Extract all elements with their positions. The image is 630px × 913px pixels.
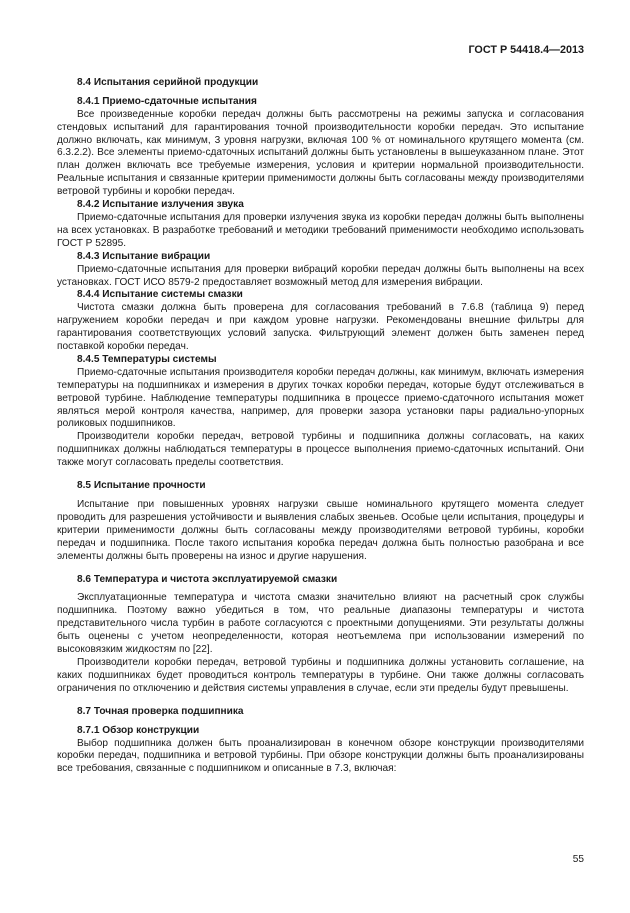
paragraph: Производители коробки передач, ветровой турбины и подшипника должны установить соглашение, на каких подшипниках будет проводиться контроль температуры в турбине. Они также должны согласовать ограничения по отключению и действия системы управления в случае, если эти пределы будут превышены. — [57, 656, 584, 694]
standard-header: ГОСТ Р 54418.4—2013 — [468, 44, 584, 56]
paragraph: Эксплуатационные температура и чистота смазки значительно влияют на расчетный срок службы подшипника. Поэтому важно убедиться в том, что реальные диапазоны температуры и чистота представительного числа турбин в работе согласуются с проектными допущениями. Эти результаты должны быть оценены с учетом неопределенности, которая неотъемлема при использовании измерений по высоковязким жидкостям по [22]. — [57, 592, 584, 656]
subsection-8-4-2-title: 8.4.2 Испытание излучения звука — [77, 199, 244, 211]
paragraph: Выбор подшипника должен быть проанализирован в конечном обзоре конструкции производителями коробки передач, подшипника и ветровой турбины. При обзоре конструкции должны быть проанализированы все требования, связанные с подшипником и описанные в 7.3, включая: — [57, 737, 584, 775]
paragraph: Испытание при повышенных уровнях нагрузки свыше номинального крутящего момента следует проводить для разрешения устойчивости и выявления слабых звеньев. Особые цели испытания, процедуры и критерии применимости должны быть согласованы между производителями ветровой турбины, коробки передач и подшипника. После такого испытания коробка передач должна быть полностью разобрана и все элементы должны быть проверены на износ и другие нарушения. — [57, 499, 584, 562]
paragraph: Приемо-сдаточные испытания для проверки вибраций коробки передач должны быть выполнены на всех установках. ГОСТ ИСО 8579-2 предоставляет возможный метод для измерения вибрации. — [57, 263, 584, 288]
paragraph: Чистота смазки должна быть проверена для согласования требований в 7.6.8 (таблица 9) перед нагружением коробки передач и при каждом уровне нагрузки. Рекомендованы внешние фильтры для гарантирования соответствующих условий запуска. Фильтрующий элемент должен быть заменен перед поставкой коробки передач. — [57, 302, 584, 353]
section-8-6-title: 8.6 Температура и чистота эксплуатируемой смазки — [77, 573, 338, 585]
subsection-8-4-5-title: 8.4.5 Температуры системы — [77, 353, 217, 365]
subsection-8-4-3-title: 8.4.3 Испытание вибрации — [77, 250, 211, 262]
paragraph: Все произведенные коробки передач должны быть рассмотрены на режимы запуска и согласования стендовых испытаний для гарантирования точной производительности коробки передач. Это испытание должно включать, как минимум, 3 уровня нагрузки, включая 100 % от номинального крутящего момента (см. 6.3.2.2). Все элементы приемо-сдаточных испытаний должны быть установлены в вышеуказанном плане. Этот план должен включать все требуемые измерения, условия и критерии нормальной производительности. Реальные испытания и связанные критерии применимости должны быть согласованы между производителями ветровой турбины и коробки передач. — [57, 108, 584, 198]
section-8-5-title: 8.5 Испытание прочности — [77, 480, 206, 492]
paragraph: Производители коробки передач, ветровой турбины и подшипника должны согласовать, на каких подшипниках должны наблюдаться температуры в процессе выполнения приемо-сдаточных испытаний. Они также могут согласовать пределы соответствия. — [57, 431, 584, 469]
paragraph: Приемо-сдаточные испытания для проверки излучения звука из коробки передач должны быть выполнены на всех установках. В разработке требований и методики требований применимости необходимо использовать ГОСТ Р 52895. — [57, 211, 584, 249]
subsection-8-7-1-title: 8.7.1 Обзор конструкции — [77, 724, 200, 736]
section-8-4-title: 8.4 Испытания серийной продукции — [77, 76, 259, 88]
subsection-8-4-1-title: 8.4.1 Приемо-сдаточные испытания — [77, 95, 257, 107]
page-number: 55 — [572, 854, 584, 865]
section-8-7-title: 8.7 Точная проверка подшипника — [77, 705, 244, 717]
paragraph: Приемо-сдаточные испытания производителя коробки передач должны, как минимум, включать измерения температуры на подшипниках и измерения в других точках коробки передач, которые будут отслеживаться в ветровой турбине. Наблюдение температуры подшипника в процессе приемо-сдаточного испытания может являться мерой контроля качества, например, для проверки зазора установки пары радиально-упорных роликовых подшипников. — [57, 366, 584, 430]
subsection-8-4-4-title: 8.4.4 Испытание системы смазки — [77, 289, 243, 301]
